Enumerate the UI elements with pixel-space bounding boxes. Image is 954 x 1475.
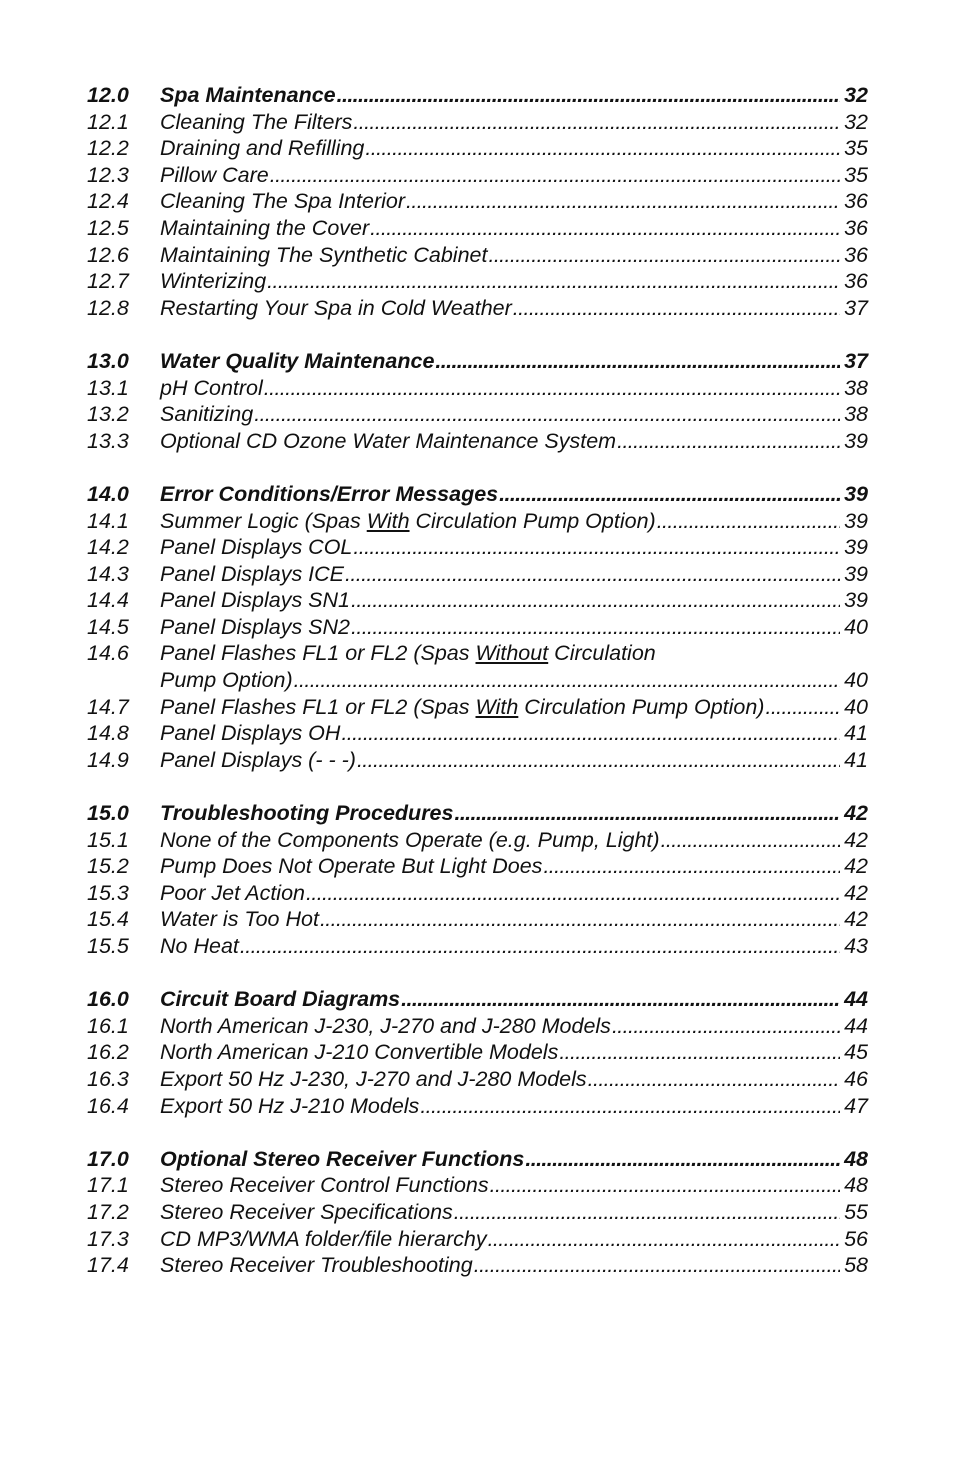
entry-number: 15.0 <box>87 801 129 826</box>
dot-leader <box>337 82 840 109</box>
dot-leader <box>765 694 840 721</box>
toc-entry[interactable] <box>87 853 868 880</box>
entry-title: Cleaning The Filters <box>160 109 353 134</box>
toc-entry[interactable] <box>87 1066 868 1093</box>
table-of-contents <box>87 82 868 1305</box>
title-emphasis: Without <box>475 641 549 666</box>
dot-leader <box>617 428 840 455</box>
dot-leader <box>254 401 840 428</box>
page-number: 37 <box>844 295 868 320</box>
entry-title <box>160 694 764 721</box>
dot-leader <box>420 1093 840 1120</box>
page-number: 55 <box>844 1199 868 1224</box>
page-number: 44 <box>844 1013 868 1038</box>
toc-section <box>87 481 868 774</box>
entry-title: Panel Displays SN1 <box>160 588 351 613</box>
entry-title: Circuit Board Diagrams <box>160 987 401 1012</box>
entry-number: 12.1 <box>87 109 129 134</box>
toc-section <box>87 348 868 454</box>
dot-leader <box>588 1066 840 1093</box>
page-number: 36 <box>844 189 868 214</box>
entry-title: Pump Does Not Operate But Light Does <box>160 854 543 879</box>
entry-number: 12.4 <box>87 189 129 214</box>
entry-number: 17.4 <box>87 1253 129 1278</box>
entry-number: 15.2 <box>87 854 129 879</box>
entry-title: Winterizing <box>160 269 267 294</box>
entry-number: 14.7 <box>87 694 129 719</box>
dot-leader <box>490 1172 840 1199</box>
entry-number: 14.5 <box>87 614 129 639</box>
entry-number: 16.2 <box>87 1040 129 1065</box>
toc-section-heading[interactable] <box>87 481 868 508</box>
dot-leader <box>351 614 840 641</box>
page-number: 38 <box>844 375 868 400</box>
toc-entry[interactable] <box>87 508 868 535</box>
entry-number: 15.1 <box>87 827 129 852</box>
entry-title: Panel Displays OH <box>160 721 341 746</box>
page-number: 32 <box>844 83 868 107</box>
entry-title: Spa Maintenance <box>160 83 336 107</box>
entry-number: 14.4 <box>87 588 129 613</box>
dot-leader <box>353 109 840 136</box>
page-number: 40 <box>844 694 868 719</box>
dot-leader <box>345 561 840 588</box>
dot-leader <box>513 295 840 322</box>
dot-leader <box>525 1146 840 1173</box>
page-number: 42 <box>844 880 868 905</box>
toc-section-heading[interactable] <box>87 800 868 827</box>
toc-entry[interactable] <box>87 1013 868 1040</box>
entry-number: 15.5 <box>87 934 129 958</box>
page-number: 36 <box>844 215 868 240</box>
toc-entry[interactable] <box>87 162 868 189</box>
page-number: 39 <box>844 508 868 533</box>
entry-number: 14.6 <box>87 641 129 666</box>
entry-number: 14.2 <box>87 535 129 560</box>
dot-leader <box>320 906 840 933</box>
entry-number: 17.0 <box>87 1146 129 1171</box>
entry-title: Cleaning The Spa Interior <box>160 189 406 214</box>
page-number: 45 <box>844 1040 868 1065</box>
entry-number: 14.0 <box>87 481 129 506</box>
dot-leader <box>401 986 840 1013</box>
entry-title: Maintaining the Cover <box>160 215 370 240</box>
toc-entry[interactable] <box>87 1039 868 1066</box>
toc-entry[interactable] <box>87 268 868 295</box>
toc-entry[interactable] <box>87 428 868 455</box>
toc-entry[interactable] <box>87 1172 868 1199</box>
entry-number: 13.0 <box>87 348 129 373</box>
toc-entry[interactable] <box>87 135 868 162</box>
toc-entry[interactable] <box>87 242 868 269</box>
toc-entry[interactable] <box>87 694 868 721</box>
page-number: 41 <box>844 721 868 746</box>
entry-title: Troubleshooting Procedures <box>160 801 454 826</box>
title-part: Panel Flashes FL1 or FL2 (Spas <box>160 694 476 719</box>
page-number: 58 <box>844 1253 868 1278</box>
entry-number: 12.2 <box>87 136 129 161</box>
page-number: 42 <box>844 801 868 826</box>
dot-leader <box>454 1199 840 1226</box>
entry-title: Export 50 Hz J-230, J-270 and J-280 Models <box>160 1066 587 1091</box>
dot-leader <box>267 268 840 295</box>
page-number: 47 <box>844 1093 868 1118</box>
entry-number: 14.1 <box>87 508 129 533</box>
page-number: 35 <box>844 162 868 187</box>
entry-number: 15.3 <box>87 880 129 905</box>
entry-title: Panel Displays (- - -) <box>160 747 356 772</box>
entry-title: North American J-210 Convertible Models <box>160 1040 559 1065</box>
page-number: 48 <box>844 1173 868 1198</box>
toc-entry[interactable] <box>87 827 868 854</box>
entry-title: Export 50 Hz J-210 Models <box>160 1093 420 1118</box>
entry-title: Poor Jet Action <box>160 880 305 905</box>
page-number: 32 <box>844 109 868 134</box>
dot-leader <box>488 242 840 269</box>
entry-title: Sanitizing <box>160 402 254 427</box>
toc-entry[interactable] <box>87 933 868 960</box>
entry-number: 12.5 <box>87 215 129 240</box>
entry-title: Panel Displays SN2 <box>160 614 351 639</box>
entry-title: Stereo Receiver Specifications <box>160 1199 453 1224</box>
entry-number: 12.3 <box>87 162 129 187</box>
toc-entry[interactable] <box>87 880 868 907</box>
dot-leader <box>657 508 840 535</box>
toc-entry[interactable] <box>87 1226 868 1253</box>
dot-leader <box>488 1226 840 1253</box>
entry-number: 16.1 <box>87 1013 129 1038</box>
toc-entry-continuation[interactable] <box>87 667 868 694</box>
entry-title: Restarting Your Spa in Cold Weather <box>160 295 512 320</box>
toc-section-heading[interactable] <box>87 986 868 1013</box>
page-number: 37 <box>844 348 868 373</box>
entry-title: Panel Displays COL <box>160 535 353 560</box>
entry-title: Stereo Receiver Troubleshooting <box>160 1253 473 1278</box>
entry-title: Panel Displays ICE <box>160 561 345 586</box>
toc-entry[interactable] <box>87 1199 868 1226</box>
dot-leader <box>543 853 840 880</box>
entry-number: 16.0 <box>87 987 129 1012</box>
entry-number: 13.2 <box>87 402 129 427</box>
entry-number: 16.4 <box>87 1093 129 1118</box>
page-number: 41 <box>844 747 868 772</box>
dot-leader <box>559 1039 840 1066</box>
toc-entry[interactable] <box>87 587 868 614</box>
entry-title: Stereo Receiver Control Functions <box>160 1173 489 1198</box>
entry-number: 14.9 <box>87 747 129 772</box>
entry-number: 15.4 <box>87 907 129 932</box>
toc-entry[interactable] <box>87 1252 868 1279</box>
toc-entry[interactable] <box>87 561 868 588</box>
page-number: 36 <box>844 269 868 294</box>
title-part: Circulation Pump Option) <box>409 508 656 533</box>
toc-section-heading[interactable] <box>87 1146 868 1173</box>
toc-section <box>87 986 868 1119</box>
page-number: 40 <box>844 614 868 639</box>
page-number: 40 <box>844 668 868 693</box>
entry-title <box>160 640 656 667</box>
dot-leader <box>270 162 840 189</box>
entry-number: 13.1 <box>87 375 129 400</box>
dot-leader <box>351 587 840 614</box>
entry-title: None of the Components Operate (e.g. Pump, Light) <box>160 827 660 852</box>
page-number: 38 <box>844 402 868 427</box>
dot-leader <box>612 1013 840 1040</box>
toc-entry[interactable] <box>87 375 868 402</box>
entry-title <box>160 508 656 535</box>
toc-entry[interactable] <box>87 906 868 933</box>
toc-entry[interactable] <box>87 614 868 641</box>
entry-title: Optional CD Ozone Water Maintenance System <box>160 428 617 453</box>
entry-number: 14.8 <box>87 721 129 746</box>
entry-title: No Heat <box>160 934 239 958</box>
entry-number: 12.6 <box>87 242 129 267</box>
toc-section-heading[interactable] <box>87 348 868 375</box>
page-number: 39 <box>844 481 868 506</box>
entry-number: 14.3 <box>87 561 129 586</box>
dot-leader <box>341 720 840 747</box>
dot-leader <box>370 215 840 242</box>
toc-entry[interactable] <box>87 720 868 747</box>
page-number: 39 <box>844 588 868 613</box>
entry-number: 13.3 <box>87 428 129 453</box>
entry-number: 12.7 <box>87 269 129 294</box>
dot-leader <box>240 933 840 960</box>
dot-leader <box>365 135 840 162</box>
entry-number: 12.8 <box>87 295 129 320</box>
dot-leader <box>454 800 840 827</box>
toc-entry[interactable] <box>87 640 868 667</box>
entry-title: North American J-230, J-270 and J-280 Models <box>160 1013 611 1038</box>
toc-section-heading[interactable] <box>87 82 868 109</box>
dot-leader <box>406 188 840 215</box>
dot-leader <box>474 1252 840 1279</box>
entry-title: Water is Too Hot <box>160 907 319 932</box>
entry-number: 17.1 <box>87 1173 129 1198</box>
dot-leader <box>357 747 840 774</box>
toc-entry[interactable] <box>87 401 868 428</box>
title-emphasis: With <box>475 694 519 719</box>
dot-leader <box>306 880 840 907</box>
title-part: Panel Flashes FL1 or FL2 (Spas <box>160 641 476 666</box>
entry-title: Draining and Refilling <box>160 136 365 161</box>
entry-title: CD MP3/WMA folder/file hierarchy <box>160 1226 487 1251</box>
toc-entry[interactable] <box>87 188 868 215</box>
toc-entry[interactable] <box>87 747 868 774</box>
toc-entry[interactable] <box>87 534 868 561</box>
entry-title: Pillow Care <box>160 162 269 187</box>
toc-section <box>87 800 868 960</box>
toc-entry[interactable] <box>87 215 868 242</box>
entry-title: pH Control <box>160 375 263 400</box>
entry-number: 12.0 <box>87 83 129 107</box>
page-number: 39 <box>844 561 868 586</box>
page-number: 39 <box>844 535 868 560</box>
page-number: 42 <box>844 907 868 932</box>
entry-title: Optional Stereo Receiver Functions <box>160 1146 525 1171</box>
page-number: 39 <box>844 428 868 453</box>
dot-leader <box>353 534 840 561</box>
entry-title: Pump Option) <box>160 668 293 693</box>
page-number: 42 <box>844 827 868 852</box>
page-number: 46 <box>844 1066 868 1091</box>
dot-leader <box>435 348 840 375</box>
title-part: Circulation <box>548 641 656 666</box>
toc-section <box>87 82 868 321</box>
dot-leader <box>264 375 840 402</box>
entry-title: Maintaining The Synthetic Cabinet <box>160 242 488 267</box>
page-number: 56 <box>844 1226 868 1251</box>
page-number: 36 <box>844 242 868 267</box>
entry-number: 16.3 <box>87 1066 129 1091</box>
title-part: Circulation Pump Option) <box>518 694 765 719</box>
dot-leader <box>661 827 840 854</box>
page-number: 35 <box>844 136 868 161</box>
toc-section <box>87 1146 868 1279</box>
page-number: 44 <box>844 987 868 1012</box>
entry-title: Water Quality Maintenance <box>160 348 435 373</box>
title-emphasis: With <box>366 508 410 533</box>
page-number: 48 <box>844 1146 868 1171</box>
toc-entry[interactable] <box>87 295 868 322</box>
title-part: Summer Logic (Spas <box>160 508 367 533</box>
toc-entry[interactable] <box>87 109 868 136</box>
page-number: 43 <box>844 934 868 958</box>
entry-number: 17.3 <box>87 1226 129 1251</box>
dot-leader <box>294 667 840 694</box>
entry-title: Error Conditions/Error Messages <box>160 481 499 506</box>
dot-leader <box>499 481 840 508</box>
toc-entry[interactable] <box>87 1093 868 1120</box>
page-number: 42 <box>844 854 868 879</box>
entry-number: 17.2 <box>87 1199 129 1224</box>
